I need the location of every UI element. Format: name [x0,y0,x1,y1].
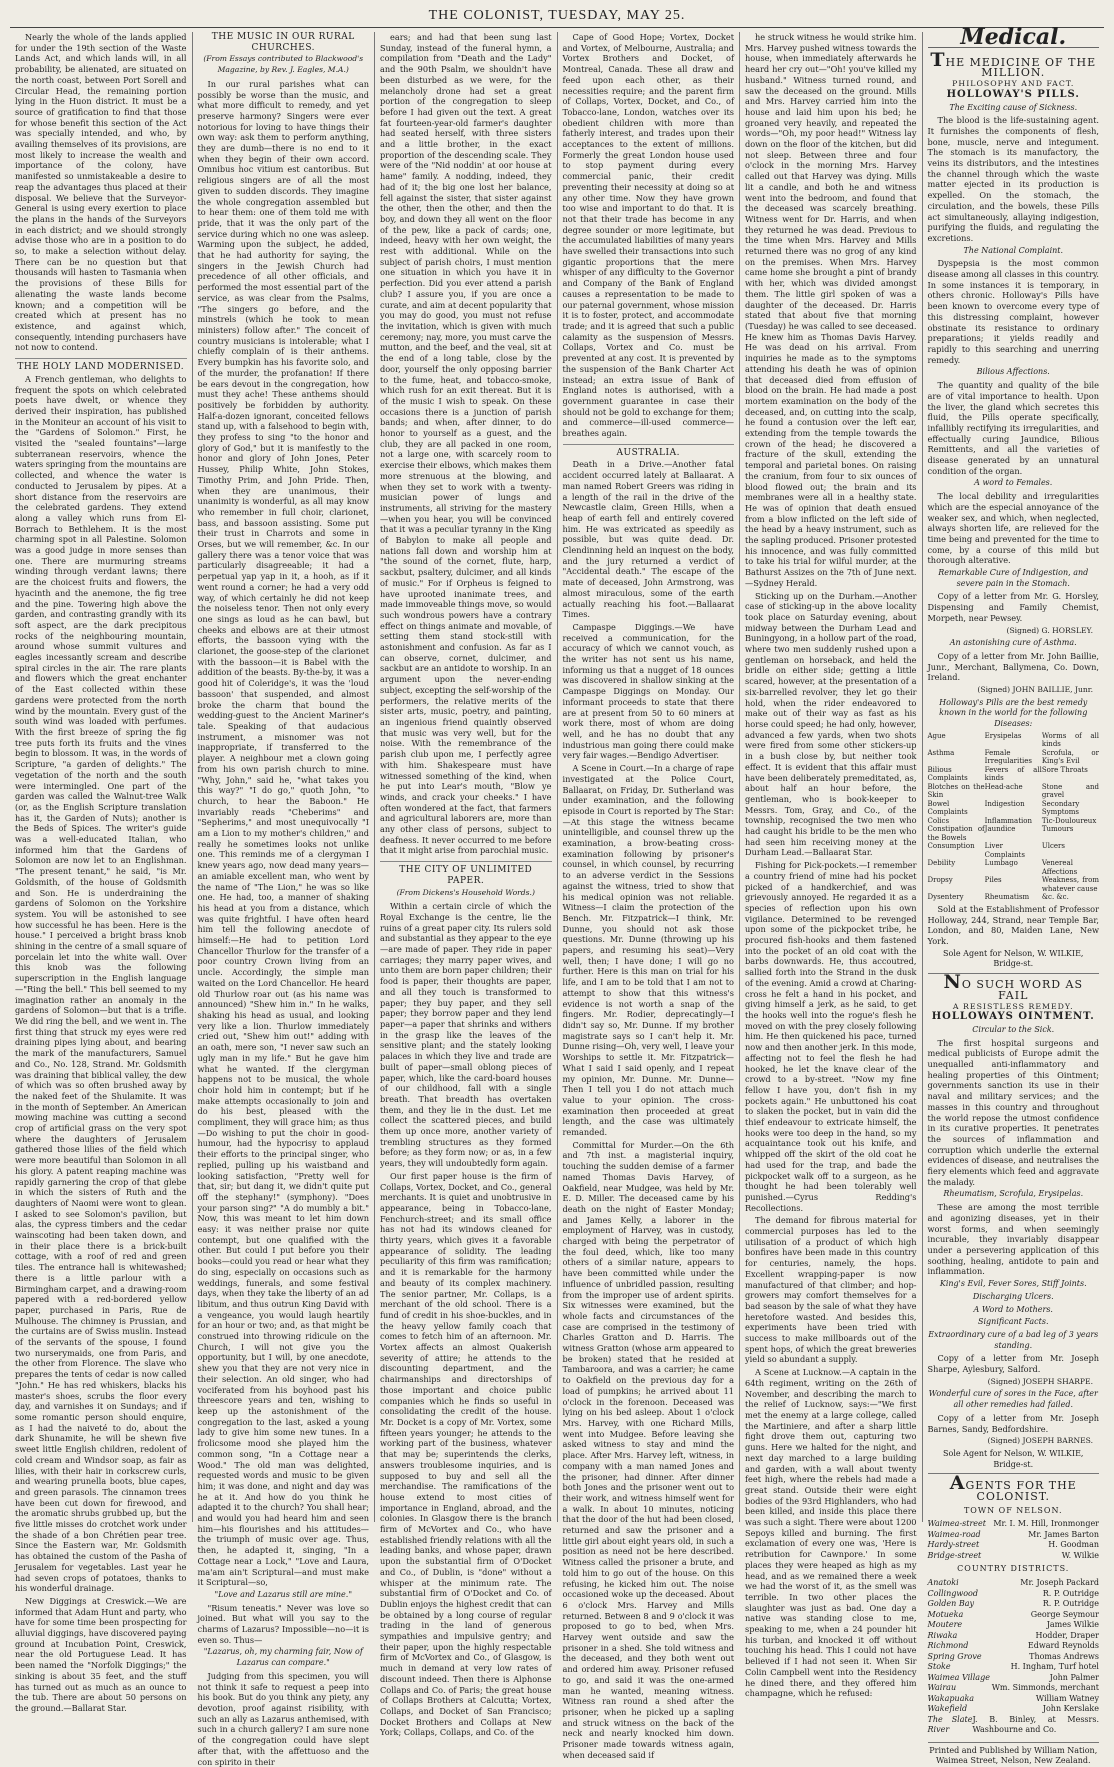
ailments-list [928,732,1100,902]
verse: "Love and Lazarus still are mine." [214,1589,353,1599]
signature: (Signed) JOSEPH SHARPE. [987,1376,1093,1386]
ad-text: Copy of a letter from Mr. John Baillie, Junr., Merchant, Ballymena, Co. Down, Ireland. [927,650,1099,683]
ad-text: These are among the most terrible and agonizing diseases, yet in their worst forms, and when seemingly incurable, they invariably disappear under a persevering application of this soothing, healing, antidote to pain and inflammation. [927,1202,1099,1277]
agent-place: Moutere [927,1620,963,1630]
agent-name: James Wilkie [1046,1620,1099,1630]
news-item: A Scene in Court.—In a charge of rape investigated at the Police Court, Ballaarat, on Friday, Dr. Sutherland was under examination, and the following episode in Court is reported by The Star:—At this stage the witness became unintelligible, and counsel threw up the examination, a brow-beating cross-examination following by prisoner's counsel, in which counsel, by recurring to an adverse verdict in the Sessions against the witness, tried to show that his medical opinion was not reliable. Witness—I claim the protection of the Bench. Mr. Fitzpatrick—I think, Mr. Dunne, you should not ask those questions. Mr. Dunne (throwing up his papers, and resuming his seat)—Very well, then; I have done; I will go no further. Here is this man on trial for his life, and I am to be told that I am not to attempt to show that this witness's evidence is not worth a snap of the fingers. Mr. Rodier, deprecatingly—I didn't say so, Mr. Dunne. If my brother magistrate says so I can't help it. Mr. Dunne rising—Oh, very well, I leave your Worships to settle it. Mr. Fitzpatrick—What I said I said openly, and I repeat my opinion, Mr. Dunne. Mr. Dunne—Then I tell you I do not attach much value to your opinion. The cross-examination then proceeded at great length, and the case was ultimately remanded. [562,763,734,1138]
agent-row [928,1694,1100,1705]
ad-heading: Discharging Ulcers. [972,1291,1054,1301]
agent-place: Stoke [927,1662,951,1672]
agent-name: William Watney [1035,1693,1099,1703]
town-agents [928,1519,1100,1561]
article-heading: AUSTRALIA. [563,444,735,459]
ailment-item: Jaundice [984,825,1016,834]
agents-list [927,1472,1100,1735]
ad-heading: Circular to the Sick. [972,1024,1055,1034]
creswick-article: New Diggings at Creswick.—We are informed that Adam Hunt and party, who have for some time been prospecting for alluvial diggings, have discovered paying ground at Incubation Point, Creswick, near the old Portuguese Lead. It has been named the "Norfolk Diggings;" the sinking is about 35 feet, and the stuff has turned out as much as an ounce to the tub. There are about 50 persons on the ground.—Ballarat Star. [15,1595,187,1713]
agent-row [928,1551,1100,1562]
agent-row [928,1519,1100,1530]
agent-name: J. B. Binley, at Messrs. Washbourne and Co. [972,1714,1099,1735]
agent-row [928,1589,1100,1600]
agent-row [928,1620,1100,1631]
paper-city-article: Within a certain circle of which the Royal Exchange is the centre, lie the ruins of a great paper city. Its rulers sold and substantial as they appear to the eye—are made of paper. They ride in paper carriages; they marry paper wives, and unto them are born paper children; their food is paper, their thoughts are paper, and all they touch is transformed to paper; they buy paper, and they sell paper; they borrow paper and they lend paper—a paper that shrinks and withers in the grasp like the leaves of the sensitive plant; and the stately looking palaces in which they live and trade are built of paper—small oblong pieces of paper, which, like the card-board houses of our childhood, fall with a single breath. That breadth has overtaken them, and they lie in the dust. Let me collect the scattered pieces, and build them up once more, another variety of trembling structures as they formed before; as they form now; or as, in a few years, they will undoubtedly form again. [380,901,552,1169]
sole-agent: Sole Agent for Nelson, W. WILKIE, Bridge-st. [943,948,1084,969]
ailment-item: Bilious Complaints [927,765,968,783]
ad-heading: The Exciting cause of Sickness. [949,102,1078,112]
agent-name: R. P. Outridge [1042,1599,1099,1609]
ailment-item: Inflammation [984,816,1032,825]
ad-heading: Holloway's Pills are the best remedy known in the world for the following Diseases: [939,697,1088,729]
agent-place: Golden Bay [927,1599,974,1609]
ailment-item: Colics [927,816,950,825]
article-source: (From Dickens's Household Words.) [396,887,535,897]
agent-name: John Kerslake [1042,1704,1099,1714]
agent-name: Mr. James Barton [1028,1529,1099,1539]
rural-music-article-end: ears; and had that been sung last Sunday, instead of the funeral hymn, a compilation from "Death and the Lady" and the 90th Psalm, we shouldn't have been disturbed as we were, for the melancholy drone had set a great portion of the congregation to sleep before I had given out the text. A great fat fourteen-year-old farmer's daughter had seated herself, with three sisters and a little brother, in the exact proportion of the descending scale. They were of the "Nid noddin' at oor house at hame" family. A nodding, indeed, they had of it; the big one lost her balance, fell against the sister, that sister against the other, then the other, and then the boy, and down they all went on the floor of the pew, like a pack of cards; one, indeed, heavy with her own weight, the rest with additional. While on the subject of parish choirs, I must mention one situation in which you have it in perfection. Did you ever attend a parish club? I assure you, if you are once a curate, and aim at decent popularity that you may do good, you must not refuse the invitation, which is given with much ceremony; nay, more, you must carve the mutton, and the beef, and the veal, sit at the end of a long table, close by the door, yourself the only opposing barrier to the fume, heat, and tobacco-smoke, which rush for an exit thereat. But it is of the music I wish to speak. On these occasions there is a junction of parish bands; and when, after dinner, to do honor to yourself as a guest, and the club, they are all packed in one room, not a large one, with scarcely room to exercise their elbows, which makes them more strenuous at the blowing, and when they set to work with a twenty-musician power of lungs and instruments, all striving for the mastery—when you hear, you will be convinced that it was a peculiar tyranny in the King of Babylon to make all people and nations fall down and worship him at "the sound of the cornet, flute, harp, sackbut, psaltery, dulcimer, and all kinds of music." For if Orpheus is feigned to have uprooted inanimate trees, and made immoveable things move, so would such wondrous powers have a contrary effect on things animate and movable, of setting them stand stock-still with astonishment and confusion. As far as I can observe, cornet, dulcimer, and sackbut are an antidote to worship. In an argument upon the never-ending subject, excepting the self-worship of the performers, the relative merits of the sister arts, music, poetry, and painting, an ingenious friend quaintly observed that music was very well, but for the noise. With the remembrance of the parish club upon me, I perfectly agree with him. Shakespeare must have witnessed something of the kind, when he put into Lear's mouth, "Blow ye winds, and crack your cheeks." I have often wondered at the fact, that farmers and agricultural laborers are, more than any other class of persons, subject to deafness. It never occurred to me before that it might arise from parochial music. [380,32,552,856]
country-heading: COUNTRY DISTRICTS. [957,1564,1070,1574]
rural-music-article-cont: Judging from this specimen, you will not think it safe to request a peep into his book. But do you think any piety, any devotion, proof against risibility, with such an ally as Lazarus anthemised, with such in a church gallery? I am sure none of the congregation could have slept after that, with the affettuoso and the con spirito in their [197,1670,369,1767]
ailment-item: Head-ache [984,782,1023,791]
rural-music-article: In our rural parishes what can possibly be worse than the music, and what more difficult to remedy, and yet preserve harmony? Singers were ever notorious for loving to have things their own way: ask them to perform anything, they are dumb—there is no end to it when they begin of their own accord. Omnibus hoc vitium est cantoribus. But religious singers are of all the most given to sudden discords. They imagine the whole congregation assembled but to hear them: one of them told me with pride, that it was the only part of the service during which no one was asleep. Warming upon the subject, he added, that he had authority for saying, the singers in the Jewish Church had precedence of all other officials, and performed the most essential part of the service, as was clear from the Psalms, "The singers go before, and the minstrels (which he took to mean ministers) follow after." The conceit of country musicians is intolerable; what I chiefly complain of is their anthems. Every bumpkin has his favorite solo, and of the murder, the profanation! If there be ears devout in the congregation, how must they ache! These anthems should positively be forbidden by authority. Half-a-dozen ignorant, conceited fellows stand up, with a falsehood to begin with, they profess to sing "to the honor and glory of God," but it is manifestly to the honor and glory of John Jones, Peter Hussey, Philip White, John Stokes, Timothy Prim, and John Pride. Then, when they are unanimous, their unanimity is wonderful, as all may know who remember in full choir, clarionet, bass, and bassoon assisting. Some put their trust in Charrots and some in Orses, but we will remember, &c. In our gallery there was a tenor voice that was particularly disagreeable; it had a perpetual yap yap in it, a hooh, as if it went round a corner; he had a very odd way, of which certainly he did not keep the noiseless tenor. Then not only every one sings as loud as he can bawl, but cheeks and elbows are at their utmost efforts, the bassoon vying with the clarionet, the goose-step of the clarionet with the bassoon—it is Babel with the addition of the beasts. By-the-by, it was a good hit of Coleridge's, it was the 'loud bassoon' that suspended, and almost broke the charm that bound the wedding-guest to the Ancient Mariner's tale. Speaking of that audacious instrument, a misnomer was not inappropriate, if transferred to the player. A neighbour met a clown going from his own parish church to mine. "Why, John," said he, "what takes you this way?" "I do go," quoth John, "to church, to hear the Baboon." He invariably reads "Cheberims" and "Sepherims," and most unequivocally "I am a Lion to my mother's children," and really he sometimes looks not unlike one. This reminds me of a clergyman I knew years ago, now dead many years—an amiable excellent man, who went by the name of "The Lion," he was so like one. He had, too, a manner of shaking his head at you from a distance, which was quite frightful. I have often heard him tell the following anecdote of himself:—He had to petition Lord Chancellor Thurlow for the transfer of a poor country Crown living from an uncle. Accordingly, the simple man waited on the Lord Chancellor. He heard old Thurlow roar out (as his name was announced) "Shew him in." In he walks, shaking his head as usual, and looking very like a lion. Thurlow immediately cried out, "Shew him out!" adding with an oath, mere son, "I never saw such an ugly man in my life." But he gave him what he wanted. If the clergyman happens not to be musical, the whole choir hold him in contempt; but if he make attempts occasionally to join and do his best, pleased with the compliment, they will grace him; as thus—Do wishing to put the choir in good-humour, had the hypocrisy to applaud their efforts to the principal singer, who replied, pulling up his waistband and looking satisfaction, "Pretty well for that, sir; but dang it, we didn't quite put off the stephany!" (symphony). "Does your parson sing?" "A do mumbly a bit." Now, this was meant to let him down easy: it was neither praise nor quite contempt, but one qualified with the other. But could I put before you their books—could you read or hear what they do sing, especially on occasions such as weddings, funerals, and some festival days, when they take the liberty of an ad libitum, and thus outrun King David with a vengeance, you would laugh heartily for an hour or two; and, as that might be construed into throwing ridicule on the Church, I will not give you the opportunity, but I will, by one anecdote, shew you that they are not very nice in their selection. An old singer, who had vociferated from his boyhood past his threescore years and ten, wishing to keep up the astonishment of the congregation to the last, asked a young lady to give him some new tunes. In a frolicsome mood she played him the common song, "In a Cottage near a Wood." The old man was delighted, requested words and music to be given him; it was done, and night and day was he at it. And how do you think he adapted it to the church? You shall hear; and would you had heard him and seen him—his flourishes and his attitudes—the triumph of music over age. Thus, then, he adapted it, singing, "In a Cottage near a Lock," "Love and Laura, ma'am ain't Scriptural—and must make it Scriptural—so, [197,78,369,1588]
column-5 [740,32,923,1699]
agent-place: Waimea Village [927,1672,990,1682]
agent-place: Collingwood [927,1588,978,1598]
verse: "Lazarus, oh, my charming fair, Now of Lazarus can compare." [203,1647,363,1668]
agent-name: Wm. Simmonds, merchant [991,1683,1099,1693]
column-4 [558,32,741,1760]
ailment-item: Scrofula, or King's Evil [1041,748,1099,766]
sole-agent: Sole Agent for Nelson, W. WILKIE, Bridge-st. [943,1448,1084,1469]
masthead: THE COLONIST, TUESDAY, MAY 25. [10,8,1104,28]
agent-place: Bridge-street [927,1550,982,1560]
ailment-item: Indigestion [984,799,1025,808]
column-1 [10,32,193,1713]
agents-title: AGENTS FOR THE COLONIST. [949,1472,1077,1504]
ailment-item: Stone and gravel [1041,782,1099,800]
agent-place: Wakapuaka [927,1693,975,1703]
agent-row [928,1578,1100,1589]
ad-heading: Significant Facts. [978,1317,1049,1327]
ailment-item: Blotches on the Skin [927,782,985,800]
agent-name: H. Ingham, Turf hotel [1010,1662,1099,1672]
news-item: Death in a Drive.—Another fatal accident occurred lately at Ballaarat. A man named Robert Greers was riding in a length of the rail in the drive of the Newcastle claim, Green Hills, when a heap of earth fell and entirely covered him. He was extricated as speedily as possible, but was quite dead. Dr. Clendinning held an inquest on the body, and the jury returned a verdict of "Accidental death." The escape of the mate of deceased, John Armstrong, was almost miraculous, some of the earth actually reaching his foot.—Ballaarat Times. [562,459,734,620]
ad-text: Copy of a letter from Mr. G. Horsley, Dispensing and Family Chemist, Morpeth, near Pewsey. [927,591,1099,623]
ailment-item: Asthma [927,748,955,757]
ad-text: Copy of a letter from Mr. Joseph Sharpe, Aylesbury, Salford. [927,1353,1099,1375]
ad-product: HOLLOWAYS OINTMENT. [931,1011,1095,1023]
ad-title: NO SUCH WORD AS FAIL [943,971,1084,1002]
holloway-ointment-ad [927,971,1100,1474]
holloway-pills-ad [927,48,1100,974]
ailment-item: Piles [984,876,1002,885]
ad-title: THE MEDICINE OF THE MILLION. [930,48,1097,80]
agent-place: Motueka [927,1609,964,1619]
signature: (Signed) JOSEPH BARNES. [987,1436,1093,1446]
ailment-item: Weakness, from whatever cause [1041,876,1099,893]
agent-row [928,1715,1100,1736]
ad-subtitle: A RESISTLESS REMEDY. [952,1001,1074,1011]
agent-place: Riwaka [927,1630,958,1640]
agent-row [928,1530,1100,1541]
news-item: Sticking up on the Durham.—Another case of sticking-up in the above locality took place on Saturday evening, about midway between the Durham Lead and Buningyong, in a hollow part of the road, where two men suddenly rushed upon a gentleman on horseback, and held the bridle on either side; getting a little scared, however, at the presentation of a six-barrelled revolver, they let go their hold, when the rider endeavored to make out of their way as fast as his horse could speed; he had only, however, advanced a few yards, when two shots were fired from some other stickers-up in a bush close by, but neither took effect. It is evident that this affair must have been deliberately premeditated, as, about half an hour before, the gentleman, who is book-keeper to Messrs. Tom, Gray, and Co., of the township, recognised the two men who had caught his bridle to be the men who had seen him receiving money at the Durham Lead.—Ballaarat Star. [745,590,917,858]
ailment-item: Rheumatism [984,893,1030,902]
agent-row [928,1662,1100,1673]
agent-name: Thomas Andrews [1029,1651,1099,1661]
medical-section-title: Medical. [928,32,1100,48]
ailment-item: Tic-Douloureux [1041,816,1097,825]
ailment-item: Dysentery [927,893,964,902]
news-item: Campaspe Diggings.—We have received a communication, for the accuracy of which we cannot vouch, as the writer has not sent us his name, informing us that a nugget of 18 ounces was discovered in shallow sinking at the Campaspe Diggings on Monday. Our informant proceeds to state that there are at present from 50 to 60 miners at work there, most of whom are doing well, and he has no doubt that any industrious man going there could make very fair wages.—Bendigo Advertiser. [562,621,734,761]
agent-place: The Slate River [927,1714,973,1735]
news-item: The demand for fibrous material for commercial purposes has led to the utilisation of a product of which high bonfires have been made in this country for centuries, namely, the hops. Excellent wrapping-paper is now manufactured of that climber; and hop-growers may comfort themselves for a bad season by the sale of what they have heretofore wasted. And besides this, experiments have been tried with success to make millboards out of the spent hops, of which the great breweries yield so abundant a supply. [745,1215,917,1365]
agent-row [928,1652,1100,1663]
article-heading: THE MUSIC IN OUR RURAL CHURCHES. [211,32,355,53]
ailment-item: Fevers of all kinds [984,765,1042,783]
signature: (Signed) G. HORSLEY. [1006,625,1093,635]
agent-place: Richmond [927,1641,969,1651]
ad-heading: An astonishing cure of Asthma. [949,638,1077,648]
agent-row [928,1540,1100,1551]
ad-heading: Rheumatism, Scrofula, Erysipelas. [943,1189,1084,1199]
ailment-item: Sore Throats [1041,765,1088,774]
country-agents [928,1578,1100,1736]
agent-name: Mr. Joseph Packard [1020,1578,1099,1588]
ad-product: HOLLOWAY'S PILLS. [946,88,1080,100]
agent-place: Spring Grove [927,1651,982,1661]
ailment-item: Ulcers [1041,842,1065,851]
ailment-item: Female Irregularities [984,748,1033,766]
ailment-item: Tumours [1041,825,1074,834]
ailment-item: Dropsy [927,876,953,885]
ad-heading: A Word to Mothers. [973,1304,1053,1314]
column-2 [193,32,376,1767]
ad-heading: Bilious Affections. [976,367,1050,377]
ailment-item: Lumbago [984,859,1018,868]
agent-name: George Seymour [1030,1609,1099,1619]
article-source: (From Essays contributed to Blackwood's Magazine, by Rev. J. Eagles, M.A.) [203,54,364,75]
agent-place: Anatoki [927,1578,959,1588]
agent-name: R. P. Outridge [1042,1588,1099,1598]
agent-row [928,1683,1100,1694]
agent-row [928,1704,1100,1715]
paper-city-article-end: Cape of Good Hope; Vortex, Docket and Vortex, of Melbourne, Australia; and Vortex Brothers and Docket, of Montreal, Canada. These all draw and feed upon each other, as their necessities require; and the parent firm of Collaps, Vortex, Docket, and Co., of Tobacco-lane, London, watches over its obedient children with more than fatherly interest, and trades upon their acceptances to the extent of millions. Formerly the great London house used to stop payment during every commercial panic, their credit preventing their necessity at doing so at any other time. Now they have grown too wise and important to do that. It is not that their trade has become in any degree sounder or more legitimate, but the accumulated liabilities of many years have swelled their transactions into such gigantic proportions that the mere whisper of any difficulty to the Governor and Company of the Bank of England causes a representation to be made to our paternal government, whose mission it is to foster, protect, and accommodate trade; and it is agreed that such a public calamity as the suspension of Messrs. Collaps, Vortex and Co. must be prevented at any cost. It is prevented by the suspension of the Bank Charter Act instead; an extra issue of Bank of England notes is authorised, with a government guarantee in case their should not be gold to exchange for them; and commerce—ill-used commerce—breathes again. [562,32,734,439]
ad-heading: Extraordinary cure of a bad leg of 3 years standing. [928,1329,1099,1350]
agent-row [928,1673,1100,1684]
town-heading: TOWN OF NELSON. [963,1505,1063,1515]
agent-name: W. Wilkie [1061,1550,1099,1560]
agent-place: Hardy-street [927,1540,980,1550]
column-6 [923,24,1105,1766]
agent-name: John Palmer [1049,1672,1099,1682]
ad-heading: King's Evil, Fever Sores, Stiff Joints. [939,1279,1087,1289]
news-item: Fishing for Pick-pockets.—I remember a country friend of mine had his pocket picked of a handkerchief, and was grievously annoyed. He regarded it as a species of reflection upon his own vigilance. Determined to be revenged upon some of the pickpocket tribe, he procured fish-hooks and them fastened into the pocket of an old coat with the barbs downwards. He, thus accoutred, sallied forth into the Strand in the dusk of the evening. Amid a crowd at Charing-cross he felt a hand in his pocket, and giving himself a jerk, as he said, to get the hooks well into the rogue's flesh he moved on with the prey closely following him. He then quickened his pace, turned now and then another jerk. In this mode, affecting not to feel the flesh he had hooked, he let the knave clear of the crowd to a by-street. "Now my fine fellow I have you, don't fish in my pockets again." He unbuttoned his coat to slaken the pocket, but in vain did the thief endeavour to extricate himself, the hooks were too deep in the hand, so my acquaintance took out his knife, and whipped off the skirt of the old coat he had used for the trap, and bade the pickpocket walk off to a surgeon, as he thought he had been tolerably well punished.—Cyrus Redding's Recollections. [745,860,917,1213]
ad-text: Sold at the Establishment of Professor Holloway, 244, Strand, near Temple Bar, London, and 80, Maiden Lane, New York. [927,903,1099,946]
agent-row [928,1599,1100,1610]
ailment-item: Secondary Symptoms [1041,799,1080,817]
ailment-item: Consumption [927,842,975,851]
agent-name: Edward Reynolds [1027,1641,1099,1651]
agent-name: Mr. I. M. Hill, Ironmonger [993,1519,1099,1529]
ad-text: The quantity and quality of the bile are of vital importance to health. Upon the liver, the gland which secretes this fluid, the Pills operate specifically, infallibly rectifying its irregularities, and effectually curing Jaundice, Bilious Remittents, and all the varieties of disease generated by an unnatural condition of the organ. [927,380,1099,476]
ailment-item: Liver Complaints [984,842,1025,859]
agent-place: Wairau [927,1683,957,1693]
agent-name: Hodder, Draper [1035,1630,1099,1640]
ad-text: The blood is the life-sustaining agent. It furnishes the components of flesh, bone, muscle, nerve and integument. The stomach is its manufactory, the veins its distributors, and the intestines the channel through which the waste matter ejected in its production is expelled. On the stomach, the circulation, and the bowels, these Pills act simultaneously, allaying indigestion, purifying the fluids, and regulating the excretions. [927,115,1099,243]
ad-text: Copy of a letter from Mr. Joseph Barnes, Sandy, Bedfordshire. [927,1412,1099,1434]
ailment-item: Bowel Complaints [927,799,968,817]
column-3 [375,32,558,1738]
columns [10,24,1104,1767]
printer-imprint: Printed and Published by William Nation, Waimea Street, Nelson, New Zealand. [928,1742,1100,1767]
ailment-item: Erysipelas [984,731,1022,740]
ad-heading: Wonderful cure of sores in the Face, after all other remedies had failed. [928,1389,1098,1410]
ad-text: The local debility and irregularities which are the especial annoyance of the weaker sex, and which, when neglected, always shorten life, are relieved for the time being and prevented for the time to come, by a course of this mild but thorough alterative. [927,491,1099,566]
news-item: Committal for Murder.—On the 6th and 7th inst. a magisterial inquiry, touching the sudden demise of a farmer named Thomas Davis Harvey, of Oakfield, near Mudgee, was held by Mr. E. D. Miller. The deceased came by his death on the night of Easter Monday; and James Kelly, a laborer in the employment of Harvey, was in custody, charged with being the perpetrator of the foul deed, which, like too many others of a similar nature, appears to have been committed while under the influence of unbridled passion, resulting from the improper use of ardent spirits. Six witnesses were examined, but the whole facts and circumstances of the case are comprised in the testimony of Charles Gratton and D. Harris. The witness Gratton (whose arm appeared to be broken) stated that he resided at Tambaroora, and was a carrier; he came to Oakfield on the previous day for a load of pumpkins; he arrived about 11 o'clock in the forenoon. Deceased was lying on his bed asleep. About 1 o'clock Mrs. Harvey, with one Richard Mills, went into Mudgee. Before leaving she asked witness to stay and mind the place. After Mrs. Harvey left, witness, in company with a man named Jones and the prisoner, had dinner. After dinner both Jones and the prisoner went out to their work, and witness himself went for a walk. In about 10 minutes, noticing that the door of the hut had been closed, returned and saw the prisoner and a little girl about eight years old, in such a position as need not be here described. Witness called the prisoner a brute, and told him to go out of the house. On this refusing, he kicked him out. The noise occasioned woke up the deceased. About 6 o'clock Mrs. Harvey and Mills returned. Between 8 and 9 o'clock it was proposed to go to bed, when Mrs. Harvey went outside and saw the prisoner in a shed. She told witness and the deceased, and they both went out and ordered him away. Prisoner refused to go, and said it was the one-armed man he wanted, meaning witness. Witness ran round a shed after the prisoner, when he picked up a sapling and struck witness on the back of the neck and nearly knocked him down. Prisoner made towards witness again, when deceased said if [562,1139,734,1760]
agent-name: H. Goodman [1048,1540,1099,1550]
agent-row [928,1641,1100,1652]
ailment-item: Constipation of the Bowels [927,825,985,842]
agent-place: Wakefield [927,1704,968,1714]
ad-text: Dyspepsia is the most common disease among all classes in this country. In some instances it is temporary, in others chronic. Holloway's Pills have been known to overcome every type of this distressing complaint, however obstinate its resistance to ordinary preparations; it yields readily and rapidly to this searching and unerring remedy. [927,258,1099,365]
ailment-item: Worms of all kinds [1041,731,1099,749]
ailment-item: Ague [927,731,946,740]
agent-place: Waimea-street [927,1519,986,1529]
news-item: A Scene at Lucknow.—A captain in the 64th regiment, writing on the 26th of November, and describing the march to the relief of Lucknow, says:—"We first met the enemy at a large college, called the Martiniere, and after a sharp little fight drove them out, capturing two guns. Here we halted for the night, and next day marched to a large building and garden, with a wall about twenty feet high, where the rebels had made a great stand. Outside their were eight bodies of the 93rd Highlanders, who had been killed, and inside this place there was such a sight. There were about 1200 Sepoys killed and burning. The first exclamation of every one was, 'Here is retribution for Cawnpore.' In some places they were heaped as high as my head, and as we remained there a week we had the worst of it, as the smell was terrible. In two other places the slaughter was just as bad. One day a native was standing close to me, speaking to me, when a 24 pounder hit his turban, and knocked it off without touching his head. This I could not have believed if I had not seen it. When Sir Colin Campbell went into the Residency he dined there, and they offered him champagne, which he refused: [745,1367,917,1699]
ad-heading: The National Complaint. [963,245,1064,255]
waste-lands-article: Nearly the whole of the lands applied for under the 19th section of the Waste Lands Act, and which lands will, in all probability, be alienated, are situated on the north coast, between Port Sorell and Circular Head, the remaining portion lying in the Huon district. It must be a source of gratification to find that those for whose benefit this section of the Act was specially intended, and who, by availing themselves of its provisions, are most likely to increase the wealth and importance of the colony, have manifested so unmistakeable a desire to reap the advantages thus placed at their disposal. We believe that the Surveyor-General is using every exertion to place the plans in the hands of the Surveyors in each district; and we should strongly advise those who are in a position to do so, to make a selection without delay. There can be no question but that thousands will hasten to Tasmania when the provisions of these Bills for alienating the waste lands become known; and a competition will be created which at present has no existence, and against which, consequently, intending purchasers have not now to contend. [15,32,187,353]
ad-heading: Remarkable Cure of Indigestion, and severe pain in the Stomach. [938,568,1089,588]
ailment-item: &c. &c. [1041,893,1069,902]
ad-subtitle: PHILOSOPHY AND FACT. [952,79,1075,89]
agent-row [928,1631,1100,1642]
paper-city-article-cont: Our first paper house is the firm of Collaps, Vortex, Docket, and Co., general merchants. It is quiet and unobtrusive in appearance, being in Tobacco-lane, Fenchurch-street; and its small office has not had its windows cleaned for thirty years, which gives it a favorable appearance of solidity. The leading peculiarity of this firm was ramification; and it is remarkable for the harmony and beauty of its complex machinery. The senior partner, Mr. Collaps, is a merchant of the old school. There is a fund of credit in his shoe-buckles, and in the heavy yellow family coach that comes to fetch him of an afternoon. Mr. Vortex affects an almost Quakerish severity of attire; he attends to the discounting department, and the chairmanships and directorships of those important and choice public companies which he finds so useful in consolidating the credit of the house. Mr. Docket is a copy of Mr. Vortex, some fifteen years younger; he attends to the working part of the business, whatever that may be; superintends the clerks, answers troublesome inquiries, and is supposed to buy and sell all the merchandise. The ramifications of the house extend to most cities of importance in England, abroad, and the colonies. In Glasgow there is the branch firm of McVortex and Co., who have established friendly relations with all the leading banks, and whose paper, drawn upon the substantial firm of O'Docket and Co., of Dublin, is "done" without a whisper at the minimum rate. The substantial firm of O'Docket and Co. of Dublin enjoys the highest credit that can be obtained by a long course of regular trading in the land of generous sympathies and impulsive gentry; and their paper, upon the highly respectable firm of McVortex and Co., of Glasgow, is much in demand at very low rates of discount indeed. Then there is Alphonse Collaps and Co. of Paris; the great house of Collaps Brothers at Calcutta; Vortex, Collaps, and Docket of San Francisco; Docket Brothers and Collaps at New York; Collaps, Collaps, and Co. of the [380,1170,552,1738]
ad-heading: A word to Females. [974,478,1053,488]
signature: (Signed) JOHN BAILLIE, Junr. [977,685,1093,695]
article-heading: THE HOLY LAND MODERNISED. [15,358,187,373]
ailment-item: Venereal Affections [1041,859,1078,876]
ailment-item: Debility [927,859,956,868]
rural-music-article-cont: "Risum teneatis." Never was love so joined. But what will you say to the charms of Lazarus? Impossible—no—it is even so. Thus— [197,1602,369,1645]
agent-row [928,1610,1100,1621]
news-item: he struck witness he would strike him. Mrs. Harvey pushed witness towards the house, when immediately afterwards he heard her cry out—"Oh! you've killed my husband." Witness turned round, and saw the deceased on the ground. Mills and Mrs. Harvey carried him into the house and laid him upon his bed; he groaned very heavily, and repeated the words—"Oh, my poor head!" Witness lay down on the floor of the kitchen, but did not sleep. Between three and four o'clock in the morning Mrs. Harvey called out that Harvey was dying. Mills lit a candle, and both he and witness went into the bedroom, and found that the deceased was scarcely breathing. Witness went for Dr. Harris, and when they returned he was dead. Previous to the time when Mrs. Harvey and Mills returned there was no grog of any kind on the premises. When Mrs. Harvey came home she brought a pint of brandy with her, which was divided amongst them. The little girl spoken of was a daughter of the deceased. Dr. Harris stated that about five that morning (Tuesday) he was called to see deceased. He knew him as Thomas Davis Harvey. He was dead on his arrival. From inquiries he made as to the symptoms attending his death he was of opinion that deceased died from effusion of blood on the brain. He had made a post mortem examination on the body of the deceased, and, on cutting into the scalp, he found a contusion over the left ear, extending from the temple towards the crown of the head; he discovered a fracture of the skull, extending the temporal and parietal bones. On raising the cranium, from four to six ounces of blood flowed out; the brain and its membranes were all in a healthy state. He was of opinion that death ensued from a blow inflicted on the left side of the head by a heavy instrument, such as the sapling produced. Prisoner protested his innocence, and was fully committed to take his trial for wilful murder, at the Bathurst Assizes on the 7th of June next.—Sydney Herald. [745,32,917,588]
article-heading: THE CITY OF UNLIMITED PAPER. [380,861,552,886]
holy-land-article: A French gentleman, who delights to frequent the spots on which celebrated poets have dwelt, or whence they derived their inspiration, has published in the Moniteur an account of his visit to the "Gardens of Solomon." First, he visited the "sealed fountains"—large subterranean reservoirs, whence the waters springing from the mountains are collected, and whence the water is conducted to Jerusalem by pipes. At a short distance from the reservoirs are the celebrated gardens. They extend along a valley which runs from El-Borrach to Bethlehem. It is the most charming spot in all Palestine. Solomon was a good judge in more senses than one. There are murmuring streams winding through verdant lawns; there are the choicest fruits and flowers, the hyacinth and the anemone, the fig tree and the pine. Towering high above the garden, and contrasting grandly with its soft aspect, are the dark precipitous rocks of the neighbouring mountain, around whose summit vultures and eagles incessantly scream and describe spiral circles in the air. The rare plants and flowers which the great enchanter of the East collected within these gardens were protected from the north wind by the mountain. Every gust of the south wind was loaded with perfumes. With the first breeze of spring the fig tree puts forth its fruits and the vines begin to blossom. It was, in the words of Scripture, "a garden of delights." The vegetation of the north and the south were intermingled. One part of the garden was called the Walnut-tree Walk (or, as the English Scripture translation has it, the Garden of Nuts); another is the Beds of Spices. The writer's guide was a well-educated Italian, who informed him that the Gardens of Solomon are now let to an Englishman. "The present tenant," he said, "is Mr. Goldsmith, of the house of Goldsmith and Son. He is underdraining the gardens of Solomon on the Yorkshire system. You will be astonished to see how successful he has been. Here is the house." I perceived a bright brass knob shining in the centre of a small square of porcelain let into the white wall. Over this knob was the following superscription in the English language—"Ring the bell." This bell seemed to my imagination rather an anomaly in the gardens of Solomon—but that is a trifle. We did ring the bell, and we went in. The first thing that struck my eyes were red draining pipes lying about, and bearing the mark of the manufacturers, Samuel and Co., No. 128, Strand. Mr. Goldsmith was draining that biblical valley, the dew of which was so often brushed away by the naked feet of the Shulamite. It was in the month of September. An American mowing machine was cutting a second crop of artificial grass on the very spot where the daughters of Jerusalem gathered those lilies of the field which were more beautiful than Solomon in all his glory. A patent reaping machine was rapidly garnering the crop of that glebe in which the sisters of Ruth and the daughters of Naomi were wont to glean. I asked to see Solomon's pavilion, but alas, the cypress timbers and the cedar wainscoting had been taken down, and in their place there is a brick-built cottage, with a roof of red and green tiles. The entrance hall is whitewashed; there is a little parlour with a Birmingham carpet, and a drawing-room papered with a red-bordered yellow paper, purchased in Paris, Rue de Mulhouse. The chimney is Prussian, and the curtains are of Swiss muslin. Instead of the servants of the spouse, I found two nurserymaids, one from Paris, and the other from Florence. The slave who prepares the tents of cedar is now called "John." He has red whiskers, blacks his master's shoes, scrubs the floor every day, and varnishes it on Sundays; and if some romantic person should enquire, as I had the naiveté to do, about the dark Shunamite, he will be shewn five sweet little English children, redolent of cold cream and Windsor soap, as fair as lilies, with their hair in corkscrew curls, and wearing prunella boots, blue capes, and green parasols. The cinnamon trees have been cut down for firewood, and the aromatic shrubs grubbed up, but the five little misses do crotchet work under the shade of a bon Chrétien pear tree. Since the Eastern war, Mr. Goldsmith has obtained the custom of the Pasha of Jerusalem for vegetables. Last year he had seven crops of potatoes, thanks to his wonderful drainage. [15,373,187,1594]
agent-place: Waimea-road [927,1529,981,1539]
ad-text: The first hospital surgeons and medical publicists of Europe admit the unequalled anti-inflammatory and healing properties of this Ointment; governments sanction its use in their naval and military services; and the masses in this country and throughout the world repose the utmost confidence in its curative properties. It penetrates the sources of inflammation and corruption which underlie the external evidences of disease, and neutralises the fiery elements which feed and aggravate the malady. [927,1037,1099,1187]
